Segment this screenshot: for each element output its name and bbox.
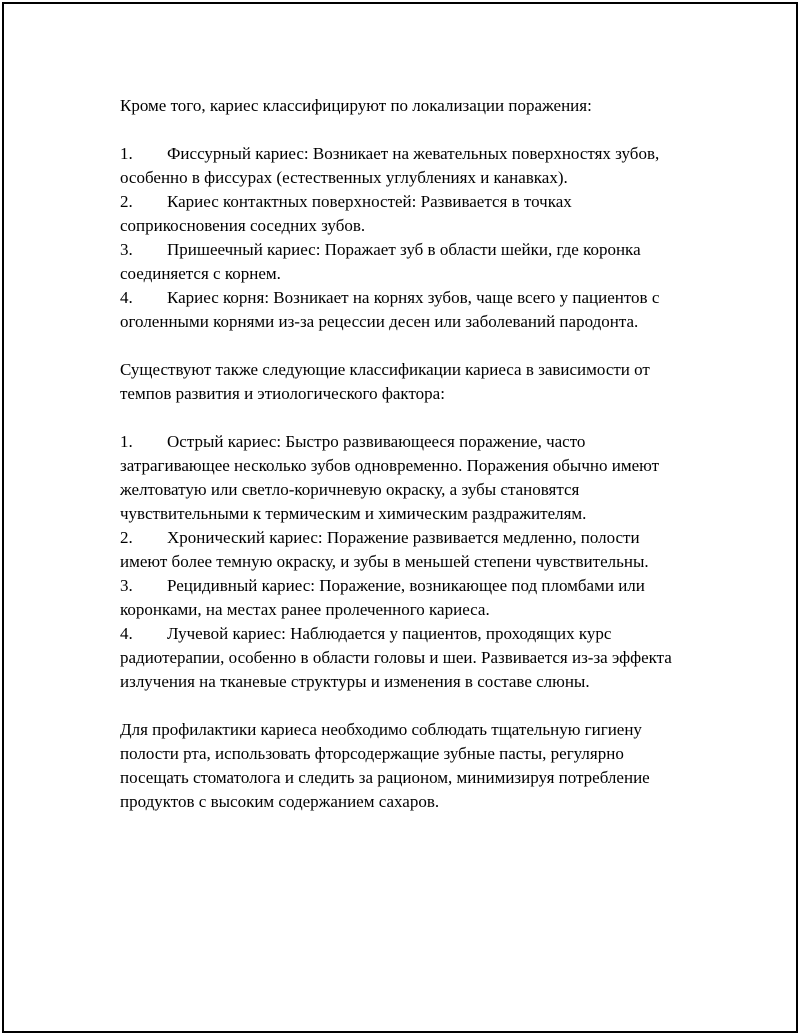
list-item (120, 430, 690, 526)
list-item (120, 526, 690, 574)
list-number: 2. (120, 192, 133, 211)
paragraph-gap (120, 118, 690, 142)
list-number: 4. (120, 288, 133, 307)
list-item (120, 622, 690, 694)
list-text: Кариес контактных поверхностей: Развивается в точках соприкосновения соседних зубов. (120, 192, 572, 235)
list-number: 4. (120, 624, 133, 643)
list-item (120, 286, 690, 334)
document-body (120, 94, 690, 814)
list-text: Рецидивный кариес: Поражение, возникающее под пломбами или коронками, на местах ранее пролеченного кариеса. (120, 576, 645, 619)
list-item (120, 190, 690, 238)
document-page (2, 2, 798, 1033)
list-number: 1. (120, 144, 133, 163)
intro-paragraph: Кроме того, кариес классифицируют по локализации поражения: (120, 96, 592, 115)
paragraph-gap (120, 334, 690, 358)
list-text: Хронический кариес: Поражение развивается медленно, полости имеют более темную окраску, и зубы в меньшей степени чувствительны. (120, 528, 649, 571)
list-number: 2. (120, 528, 133, 547)
paragraph-gap (120, 694, 690, 718)
paragraph-gap (120, 406, 690, 430)
list-number: 3. (120, 240, 133, 259)
list-item (120, 142, 690, 190)
list-number: 1. (120, 432, 133, 451)
list-item (120, 238, 690, 286)
list-text: Пришеечный кариес: Поражает зуб в области шейки, где коронка соединяется с корнем. (120, 240, 641, 283)
list-text: Острый кариес: Быстро развивающееся поражение, часто затрагивающее несколько зубов одновременно. Поражения обычно имеют желтоватую или светло-коричневую окраску, а зубы становятся чувствительными к термическим и химическим раздражителям. (120, 432, 660, 523)
prevention-paragraph: Для профилактики кариеса необходимо соблюдать тщательную гигиену полости рта, использовать фторсодержащие зубные пасты, регулярно посещать стоматолога и следить за рационом, минимизируя потребление продуктов с высоким содержанием сахаров. (120, 720, 650, 811)
list-number: 3. (120, 576, 133, 595)
list-text: Лучевой кариес: Наблюдается у пациентов, проходящих курс радиотерапии, особенно в области головы и шеи. Развивается из-за эффекта излучения на тканевые структуры и изменения в составе слюны. (120, 624, 672, 691)
list-item (120, 574, 690, 622)
tempo-list (120, 430, 690, 694)
localization-list (120, 142, 690, 334)
list-text: Кариес корня: Возникает на корнях зубов, чаще всего у пациентов с оголенными корнями из-за рецессии десен или заболеваний пародонта. (120, 288, 660, 331)
tempo-intro-paragraph: Существуют также следующие классификации кариеса в зависимости от темпов развития и этиологического фактора: (120, 360, 650, 403)
list-text: Фиссурный кариес: Возникает на жевательных поверхностях зубов, особенно в фиссурах (естественных углублениях и канавках). (120, 144, 660, 187)
